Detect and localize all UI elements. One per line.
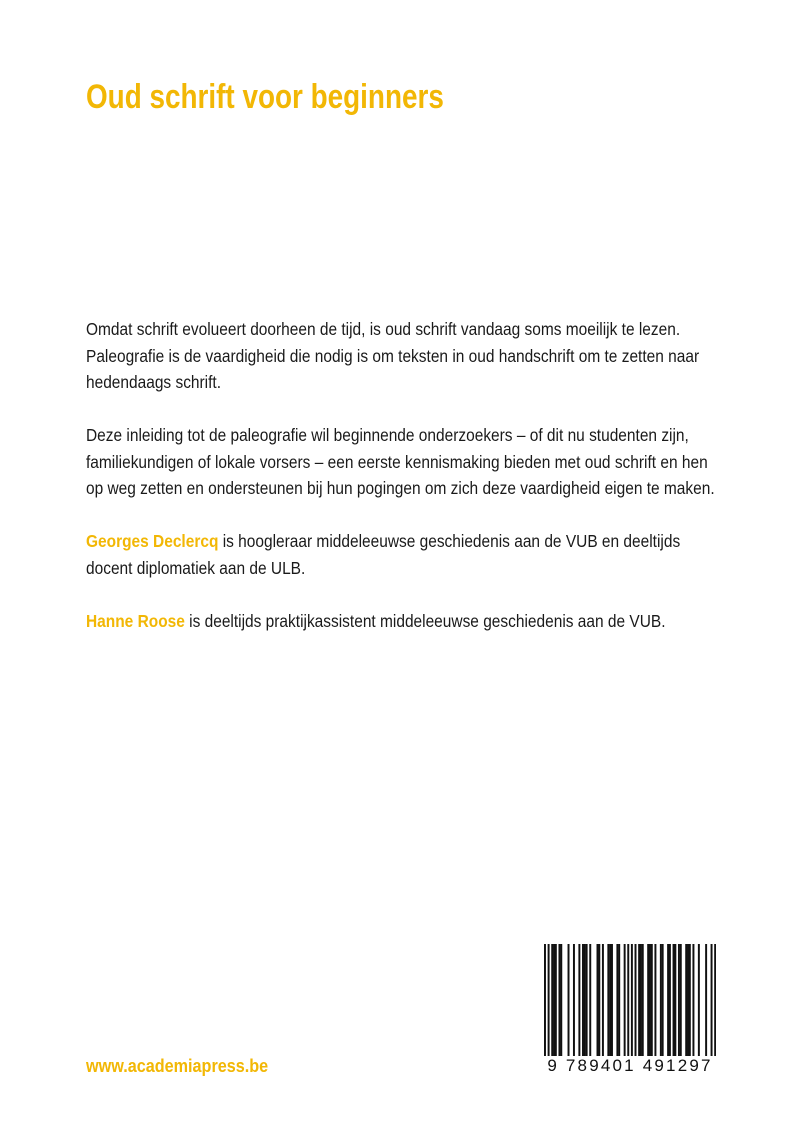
back-cover-text: [86, 316, 716, 661]
barcode-bar: [674, 944, 676, 1056]
barcode-bar: [685, 944, 687, 1056]
isbn-number: 9 789401 491297: [547, 1056, 713, 1075]
author-bio-text: is hoogleraar middeleeuwse geschiedenis aan de VUB en deeltijds docent diplomatiek aan de ULB.: [86, 531, 681, 578]
barcode-bar: [560, 944, 562, 1056]
barcode-bar: [687, 944, 689, 1056]
barcode-bar: [602, 944, 604, 1056]
barcode-bar: [635, 944, 637, 1056]
barcode-bar: [553, 944, 555, 1056]
barcode-bar: [711, 944, 713, 1056]
book-title: Oud schrift voor beginners: [86, 78, 444, 116]
barcode-bar: [611, 944, 613, 1056]
barcode-bar: [640, 944, 642, 1056]
barcode-bar: [654, 944, 656, 1056]
publisher-website-link[interactable]: www.academiapress.be: [86, 1056, 269, 1076]
barcode-bar: [568, 944, 570, 1056]
author-bio: [86, 528, 716, 581]
intro-paragraph: Deze inleiding tot de paleografie wil beginnende onderzoekers – of dit nu studenten zijn, familiekundigen of lokale vorsers – een eerste kennismaking bieden met oud schrift en hen op weg zetten en ondersteunen bij hun pogingen om zich deze vaardigheid eigen te maken.: [86, 425, 715, 498]
barcode-bars: [544, 944, 716, 1056]
barcode-bar: [586, 944, 588, 1056]
barcode-bar: [669, 944, 671, 1056]
barcode-bar: [647, 944, 649, 1056]
barcode-bar: [573, 944, 575, 1056]
barcode-bar: [649, 944, 651, 1056]
barcode-bar: [692, 944, 694, 1056]
barcode-bar: [544, 944, 546, 1056]
author-bio-text: is deeltijds praktijkassistent middeleeuwse geschiedenis aan de VUB.: [184, 610, 666, 631]
barcode-bar: [651, 944, 653, 1056]
intro-paragraph: Omdat schrift evolueert doorheen de tijd, is oud schrift vandaag soms moeilijk te lezen. Paleografie is de vaardigheid die nodig is om teksten in oud handschrift om te zetten naar hedendaags schrift.: [86, 319, 700, 392]
barcode-bar: [705, 944, 707, 1056]
barcode-bar: [638, 944, 640, 1056]
barcode-bar: [548, 944, 550, 1056]
author-name: Georges Declercq: [86, 531, 219, 551]
barcode-bar: [582, 944, 584, 1056]
barcode-bar: [662, 944, 664, 1056]
barcode-bar: [616, 944, 618, 1056]
barcode-bar: [584, 944, 586, 1056]
barcode-bar: [689, 944, 691, 1056]
barcode-bar: [609, 944, 611, 1056]
barcode-bar: [555, 944, 557, 1056]
barcode-bar: [631, 944, 633, 1056]
barcode-bar: [627, 944, 629, 1056]
barcode-bar: [660, 944, 662, 1056]
barcode-bar: [597, 944, 599, 1056]
author-bio: [86, 608, 716, 635]
barcode-bar: [678, 944, 680, 1056]
barcode-bar: [607, 944, 609, 1056]
barcode-bar: [589, 944, 591, 1056]
barcode-bar: [698, 944, 700, 1056]
barcode-bar: [578, 944, 580, 1056]
barcode-bar: [558, 944, 560, 1056]
barcode-bar: [598, 944, 600, 1056]
barcode-bar: [667, 944, 669, 1056]
barcode-bar: [624, 944, 626, 1056]
barcode-bar: [551, 944, 553, 1056]
barcode-bar: [618, 944, 620, 1056]
author-name: Hanne Roose: [86, 610, 185, 631]
barcode-bar: [714, 944, 716, 1056]
barcode-bar: [680, 944, 682, 1056]
barcode-bar: [673, 944, 675, 1056]
barcode-bar: [642, 944, 644, 1056]
